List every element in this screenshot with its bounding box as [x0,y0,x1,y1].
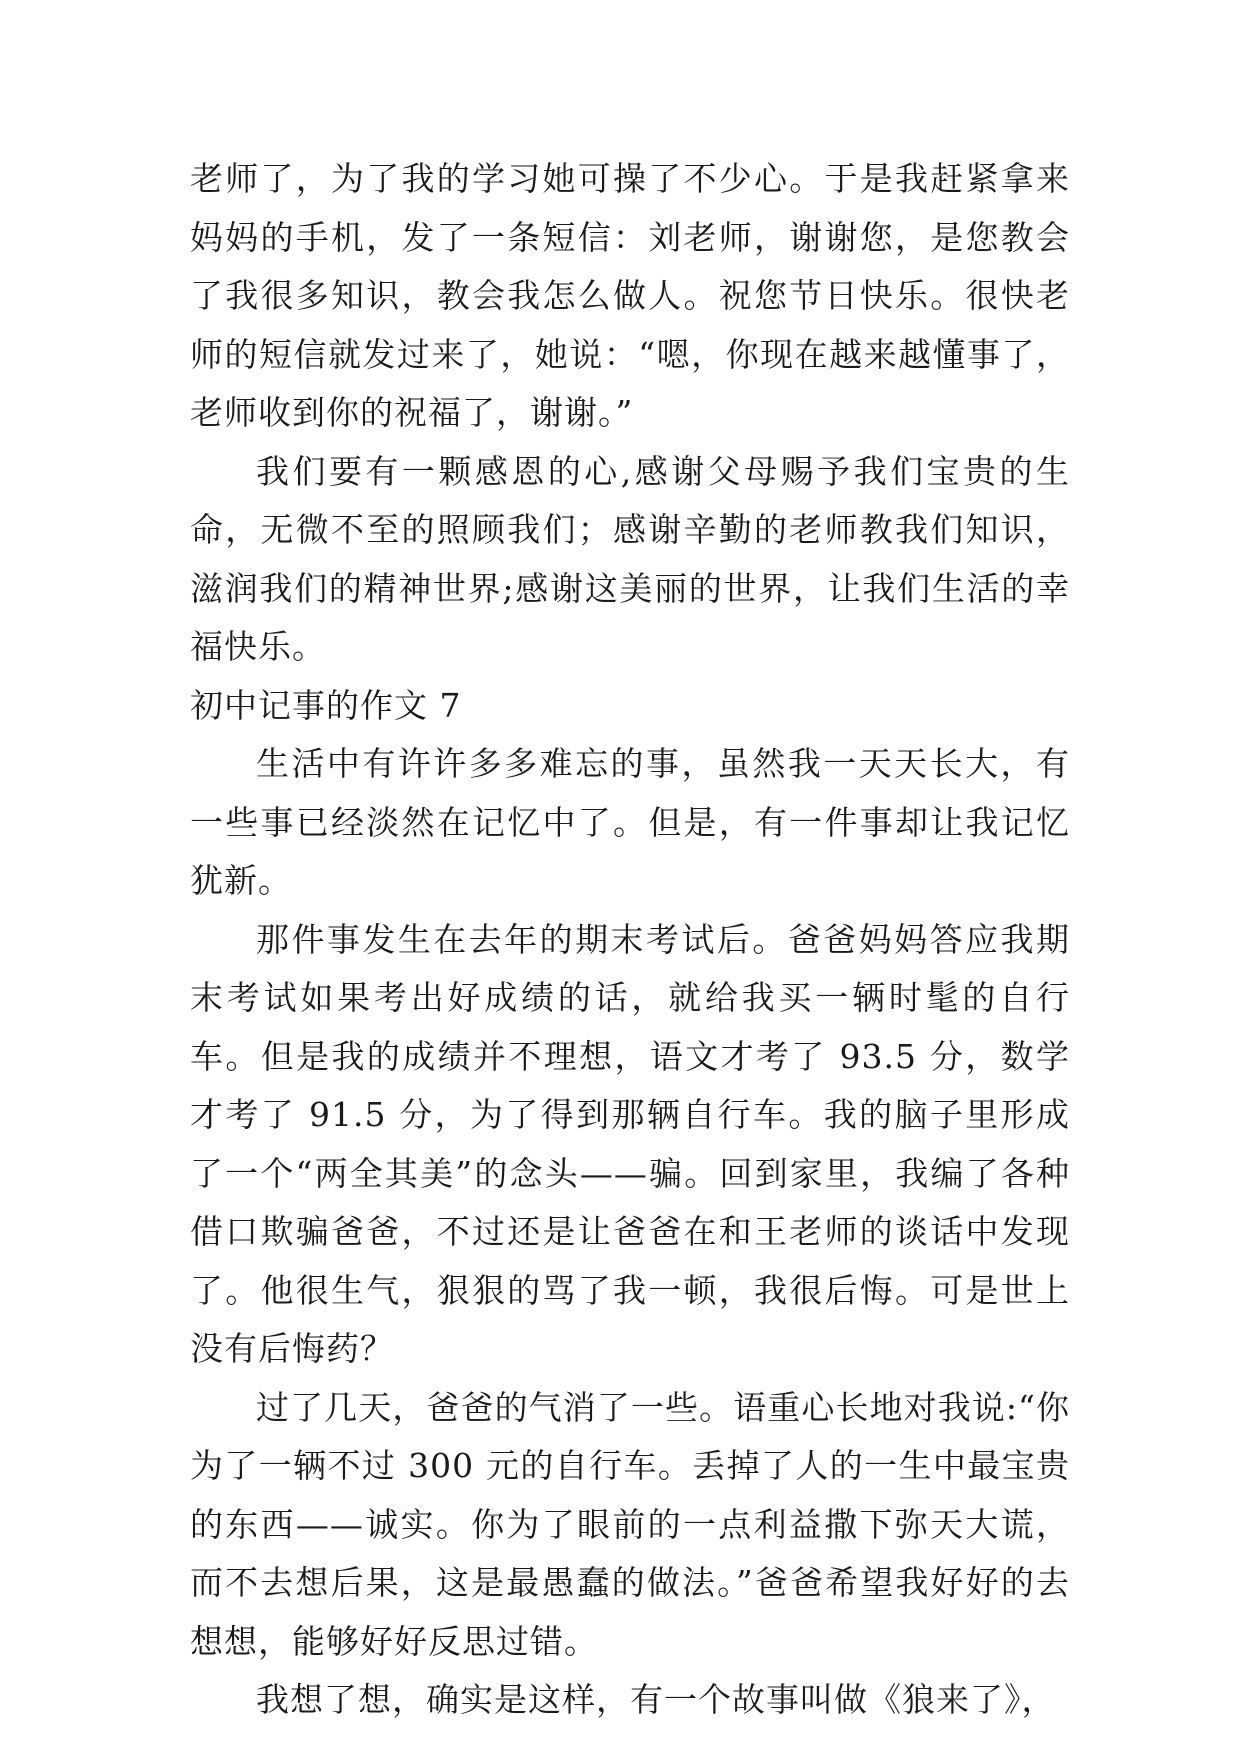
essay-body [190,150,1070,1730]
paragraph-reflection: 我想了想，确实是这样，有一个故事叫做《狼来了》， [256,1680,1056,1719]
paragraph-gratitude: 我们要有一颗感恩的心,感谢父母赐予我们宝贵的生命，无微不至的照顾我们；感谢辛勤的老师教我们知识，滋润我们的精神世界;感谢这美丽的世界，让我们生活的幸福快乐。 [190,451,1070,666]
essay-heading: 初中记事的作文 7 [190,685,462,725]
paragraph-continued: 老师了，为了我的学习她可操了不少心。于是我赶紧拿来妈妈的手机，发了一条短信：刘老师，谢谢您，是您教会了我很多知识，教会我怎么做人。祝您节日快乐。很快老师的短信就发过来了，她说：“嗯，你现在越来越懂事了，老师收到你的祝福了，谢谢。” [190,159,1070,432]
paragraph-father-talk: 过了几天，爸爸的气消了一些。语重心长地对我说:“你为了一辆不过 300 元的自行车。丢掉了人的一生中最宝贵的东西——诚实。你为了眼前的一点利益撒下弥天大谎，而不去想后果，这是最愚蠢的做法。”爸爸希望我好好的去想想，能够好好反思过错。 [190,1387,1070,1661]
paragraph-exam: 那件事发生在去年的期末考试后。爸爸妈妈答应我期末考试如果考出好成绩的话，就给我买一辆时髦的自行车。但是我的成绩并不理想，语文才考了 93.5 分，数学才考了 91.5 分，为了得到那辆自行车。我的脑子里形成了一个“两全其美”的念头——骗。回到家里，我编了各种借口欺骗爸爸，不过还是让爸爸在和王老师的谈话中发现了。他很生气，狠狠的骂了我一顿，我很后悔。可是世上没有后悔药？ [190,919,1070,1368]
paragraph-memory: 生活中有许许多多难忘的事，虽然我一天天长大，有一些事已经淡然在记忆中了。但是，有一件事却让我记忆犹新。 [190,744,1070,900]
